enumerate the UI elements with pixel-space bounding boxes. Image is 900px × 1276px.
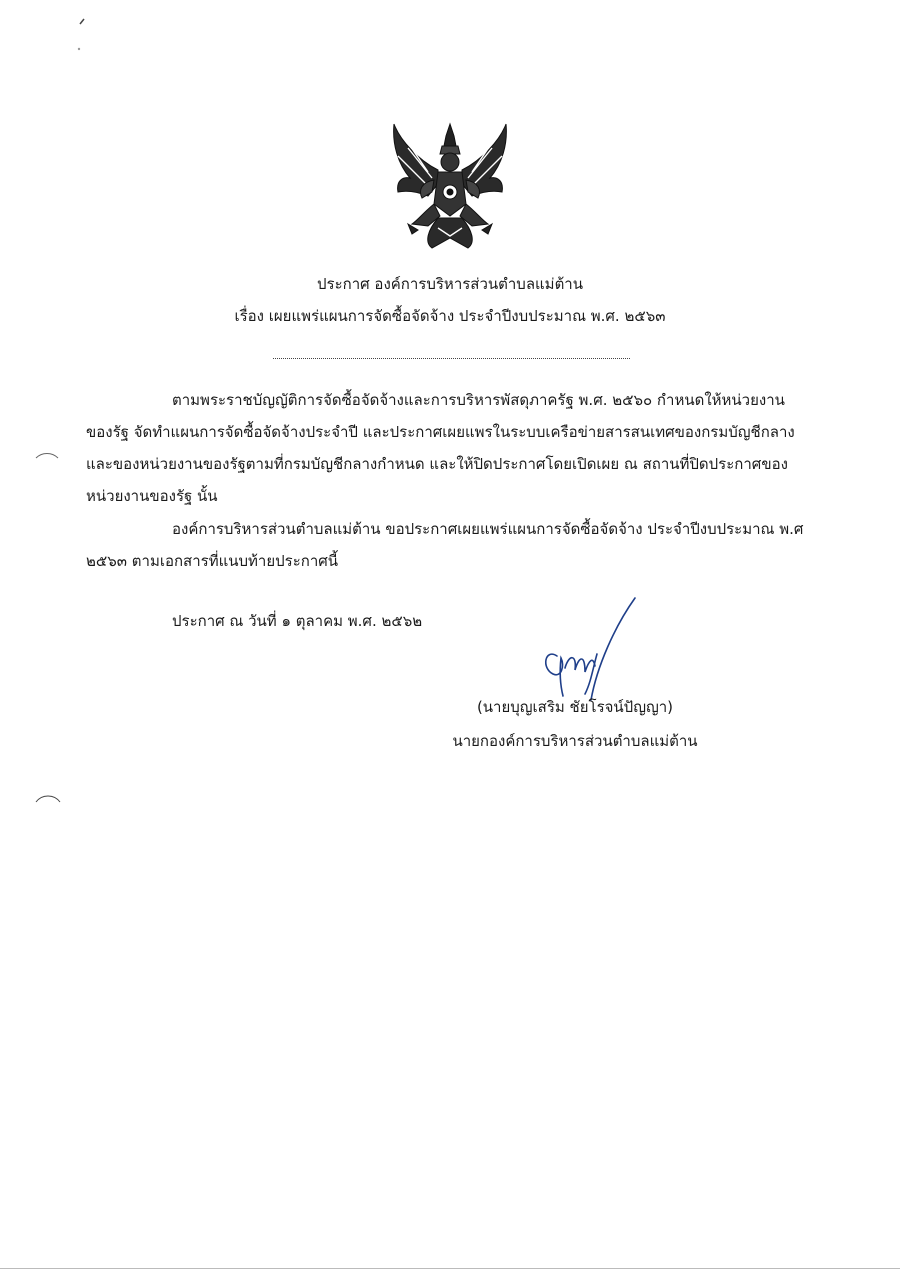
punch-hole-mark-icon — [34, 448, 60, 462]
announcement-title: ประกาศ องค์การบริหารส่วนตำบลแม่ต้าน — [317, 275, 583, 293]
announcement-date: ประกาศ ณ วันที่ ๑ ตุลาคม พ.ศ. ๒๕๖๒ — [172, 612, 423, 630]
announcement-subject: เรื่อง เผยแพร่แผนการจัดซื้อจัดจ้าง ประจำปีงบประมาณ พ.ศ. ๒๕๖๓ — [234, 307, 666, 325]
scan-speck-icon — [78, 16, 88, 26]
handwritten-signature-icon — [535, 596, 645, 706]
page-bottom-edge — [0, 1268, 900, 1269]
dotted-divider — [273, 358, 630, 359]
signatory-position: นายกองค์การบริหารส่วนตำบลแม่ต้าน — [452, 732, 698, 750]
scan-speck-icon — [74, 44, 84, 54]
body-paragraph-1: ตามพระราชบัญญัติการจัดซื้อจัดจ้างและการบริหารพัสดุภาครัฐ พ.ศ. ๒๕๖๐ กำหนดให้หน่วยงานของรัฐ จัดทำแผนการจัดซื้อจัดจ้างประจำปี และประกาศเผยแพรในระบบเครือข่ายสารสนเทศของกรมบัญชีกลางและของหน่วยงานของรัฐตามที่กรมบัญชีกลางกำหนด และให้ปิดประกาศโดยเปิดเผย ณ สถานที่ปิดประกาศของหน่วยงานของรัฐ นั้น — [86, 391, 795, 505]
garuda-emblem-icon — [388, 120, 512, 252]
punch-hole-mark-icon — [34, 790, 62, 806]
signatory-name: (นายบุญเสริม ชัยโรจน์ปัญญา) — [476, 698, 674, 716]
body-paragraph-2: องค์การบริหารส่วนตำบลแม่ต้าน ขอประกาศเผยแพร่แผนการจัดซื้อจัดจ้าง ประจำปีงบประมาณ พ.ศ ๒๕๖๓ ตามเอกสารที่แนบท้ายประกาศนี้ — [86, 520, 804, 570]
